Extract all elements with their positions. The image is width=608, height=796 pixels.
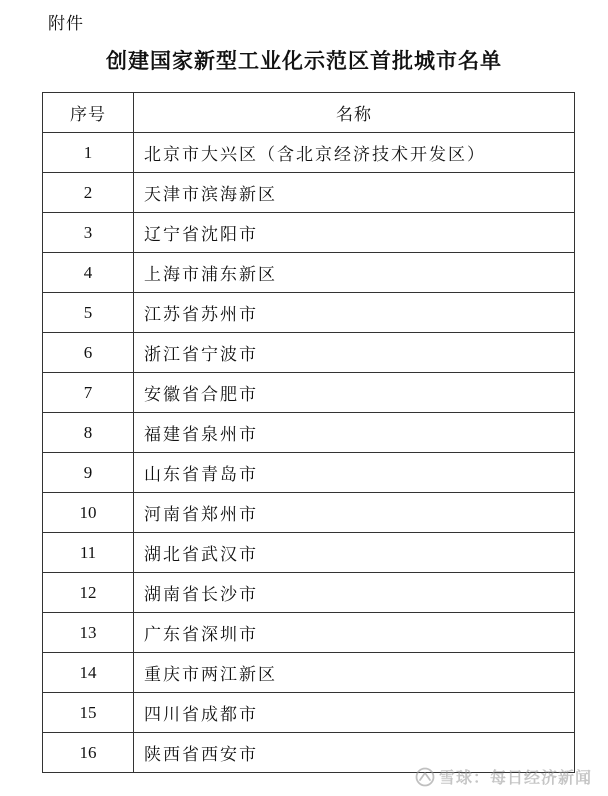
table-row <box>43 213 575 253</box>
row-name: 辽宁省沈阳市 <box>134 213 575 253</box>
attachment-label: 附件 <box>48 14 84 34</box>
table-row <box>43 333 575 373</box>
city-list-table <box>42 92 575 773</box>
row-number: 16 <box>43 733 134 773</box>
row-number: 4 <box>43 253 134 293</box>
table-row <box>43 293 575 333</box>
table-row <box>43 453 575 493</box>
row-number: 15 <box>43 693 134 733</box>
row-name: 福建省泉州市 <box>134 413 575 453</box>
table-row <box>43 173 575 213</box>
header-name: 名称 <box>134 93 575 133</box>
row-name: 广东省深圳市 <box>134 613 575 653</box>
row-number: 1 <box>43 133 134 173</box>
row-name: 天津市滨海新区 <box>134 173 575 213</box>
row-name: 浙江省宁波市 <box>134 333 575 373</box>
row-number: 13 <box>43 613 134 653</box>
row-number: 3 <box>43 213 134 253</box>
table-row <box>43 613 575 653</box>
row-number: 10 <box>43 493 134 533</box>
table-row <box>43 373 575 413</box>
table-row <box>43 253 575 293</box>
row-name: 江苏省苏州市 <box>134 293 575 333</box>
row-number: 11 <box>43 533 134 573</box>
row-name: 上海市浦东新区 <box>134 253 575 293</box>
table-row <box>43 573 575 613</box>
table-row <box>43 533 575 573</box>
row-number: 6 <box>43 333 134 373</box>
table-row <box>43 413 575 453</box>
watermark <box>415 765 592 788</box>
row-number: 2 <box>43 173 134 213</box>
row-number: 9 <box>43 453 134 493</box>
row-name: 湖南省长沙市 <box>134 573 575 613</box>
row-name: 安徽省合肥市 <box>134 373 575 413</box>
row-number: 5 <box>43 293 134 333</box>
watermark-text: 雪球：每日经济新闻 <box>438 768 592 787</box>
row-name: 北京市大兴区（含北京经济技术开发区） <box>134 133 575 173</box>
row-name: 四川省成都市 <box>134 693 575 733</box>
table-header-row <box>43 93 575 133</box>
row-number: 14 <box>43 653 134 693</box>
row-number: 12 <box>43 573 134 613</box>
row-name: 山东省青岛市 <box>134 453 575 493</box>
row-number: 8 <box>43 413 134 453</box>
document-title: 创建国家新型工业化示范区首批城市名单 <box>106 49 502 73</box>
row-number: 7 <box>43 373 134 413</box>
row-name: 河南省郑州市 <box>134 493 575 533</box>
table-row <box>43 653 575 693</box>
table-row <box>43 693 575 733</box>
snowball-logo-icon <box>415 767 435 787</box>
header-number: 序号 <box>43 93 134 133</box>
table-row <box>43 493 575 533</box>
row-name: 湖北省武汉市 <box>134 533 575 573</box>
table-row <box>43 133 575 173</box>
row-name: 陕西省西安市 <box>134 733 575 773</box>
row-name: 重庆市两江新区 <box>134 653 575 693</box>
